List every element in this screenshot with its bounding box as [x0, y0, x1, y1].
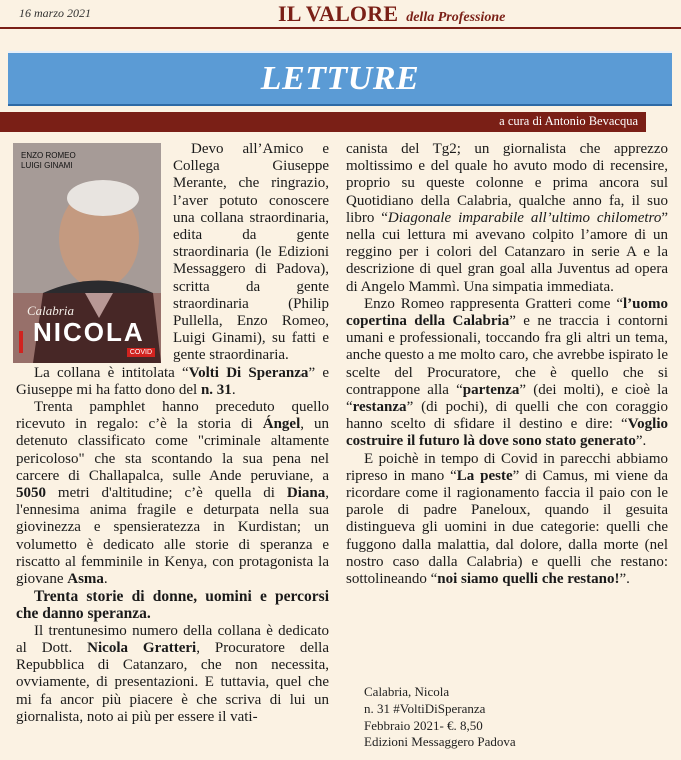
text: , l'ennesima anima fragile e deturpata nella sua giovinezza e spensieratezza in Kurdistan; un volumetto è dedicato alle storie di speranza e riscatto al femminile in Kenya, con protagonista la giovane — [16, 485, 329, 588]
article-column-1 — [16, 141, 329, 726]
cover-script-title: Calabria — [27, 303, 74, 318]
text: E poichè in tempo di Covid in parecchi abbiamo ripreso in mano “ — [346, 450, 668, 484]
text: La collana è intitolata “ — [34, 364, 189, 381]
cover-badge: COVID — [127, 348, 155, 357]
series-title: Volti Di Speranza — [188, 364, 309, 381]
issue-date: 16 marzo 2021 — [19, 6, 92, 20]
book-title: Diagonale imparabile all’ultimo chilometro — [387, 209, 662, 226]
book-detail-series: n. 31 #VoltiDiSperanza — [364, 700, 486, 716]
text: Enzo Romeo rappresenta Gratteri come “ — [364, 295, 623, 312]
page-header — [0, 0, 681, 32]
issue-number: n. 31 — [200, 381, 232, 398]
bold-name: Ángel — [262, 416, 301, 433]
book-detail-title: Calabria, Nicola — [364, 684, 450, 699]
bold-name: Asma — [67, 571, 104, 588]
text: , un detenuto classificato come "criminale altamente pericoloso" che sta scontando la sua pena nel carcere di Challapalca, sulle Ande peruviane, a — [16, 416, 330, 484]
cover-float-space — [16, 141, 173, 363]
text: ” e Giuseppe mi ha fatto dono del — [16, 364, 329, 398]
cover-author-2: LUIGI GINAMI — [21, 161, 73, 170]
text: metri d'altitudine; c’è quella di — [46, 485, 287, 502]
header-rule — [0, 27, 681, 29]
cover-author-1: ENZO ROMEO — [21, 151, 76, 160]
text: ” e ne traccia i contorni umani e professionali, toccando fra gli altri un tema, anche questo a me molto caro, che avrebbe ispirato le scelte del Procuratore, che è quello che si contrappone alla “ — [346, 313, 668, 398]
section-banner — [8, 51, 672, 106]
paragraph — [346, 141, 668, 296]
bold-name: Nicola Gratteri — [87, 639, 197, 656]
paragraph: Devo all’Amico e Collega Giuseppe Merante, che ringrazio, l’aver potuto conoscere una collana straordinaria, edita da gente straordinaria (le Edizioni Messaggero di Padova), scritta da gente straordinaria (Philip Pullella, Enzo Romeo, Luigi Ginami), su fatti e gente straordinaria. — [173, 141, 329, 364]
paragraph — [16, 623, 329, 726]
curator-bar — [0, 112, 646, 132]
text: ”. — [635, 433, 647, 450]
paragraph — [346, 451, 668, 589]
bold-number: 5050 — [16, 485, 46, 502]
book-detail-price: Febbraio 2021- €. 8,50 — [364, 717, 483, 733]
bold-quote: noi siamo quelli che restano! — [437, 571, 620, 588]
text: Trenta pamphlet hanno preceduto quello ricevuto in regalo: c’è la storia di — [16, 399, 329, 433]
bold-word: partenza — [462, 381, 520, 398]
section-title: LETTURE — [260, 60, 420, 97]
article-column-2 — [346, 141, 668, 588]
bold-name: Diana — [286, 485, 326, 502]
book-details — [364, 684, 516, 751]
masthead-title: IL VALORE — [278, 1, 399, 26]
bold-quote: Voglio costruire il futuro là dove sono stato generato — [346, 416, 668, 450]
text: . — [231, 381, 236, 398]
bold-word: restanza — [352, 399, 407, 416]
book-detail-publisher: Edizioni Messaggero Padova — [364, 734, 516, 750]
paragraph — [346, 296, 668, 451]
text: ” di Camus, mi viene da ricordare come il ragionamento faccia il paio con le parole di padre Paneloux, quando il gesuita distingueva gli uomini in due categorie: quelli che fuggono dalla malattia, dal dolore, dalla morte (nel nostro caso dalla Calabria) e quelli che restano: sottolineando “ — [346, 467, 668, 588]
text: ”. — [619, 571, 630, 588]
paragraph — [16, 399, 329, 588]
text: ” nella cui lettura mi avevano colpito l’amore di un reggino per i colori del Catanzaro in serie A e la descrizione di quel gran goal alla Juventus ad opera di Angelo Mammì. Una simpatia immediata. — [346, 209, 668, 295]
masthead-subtitle: della Professione — [406, 10, 506, 25]
text: ” (di pochi), di quelli che con coraggio hanno scelto di sfidare il destino e dire: “ — [346, 399, 668, 433]
text: Il trentunesimo numero della collana è dedicato al Dott. — [16, 622, 329, 656]
curator-text: a cura di Antonio Bevacqua — [499, 114, 638, 128]
text: . — [103, 571, 108, 588]
text: , Procuratore della Repubblica di Catanzaro, che non necessita, ovviamente, di presentazioni. E tuttavia, quel che mi fa ancor più piacere è che scriva di lui un giornalista, noto ai più per essere il vati- — [16, 639, 330, 725]
book-title: La peste — [456, 467, 513, 484]
text: canista del Tg2; un giornalista che apprezzo moltissimo e del quale ho avuto modo di recensire, proprio su queste colonne e prima ancora sul Quotidiano della Calabria, qualche anno fa, il suo libro “ — [346, 141, 668, 226]
pull-quote: Trenta storie di donne, uomini e percorsi che danno speranza. — [16, 588, 329, 623]
bold-quote: l’uomo copertina della Calabria — [346, 295, 668, 330]
paragraph — [16, 365, 329, 399]
cover-name: NICOLA — [33, 317, 145, 347]
masthead — [278, 1, 505, 27]
text: ” (dei molti), e cioè la “ — [346, 381, 669, 416]
